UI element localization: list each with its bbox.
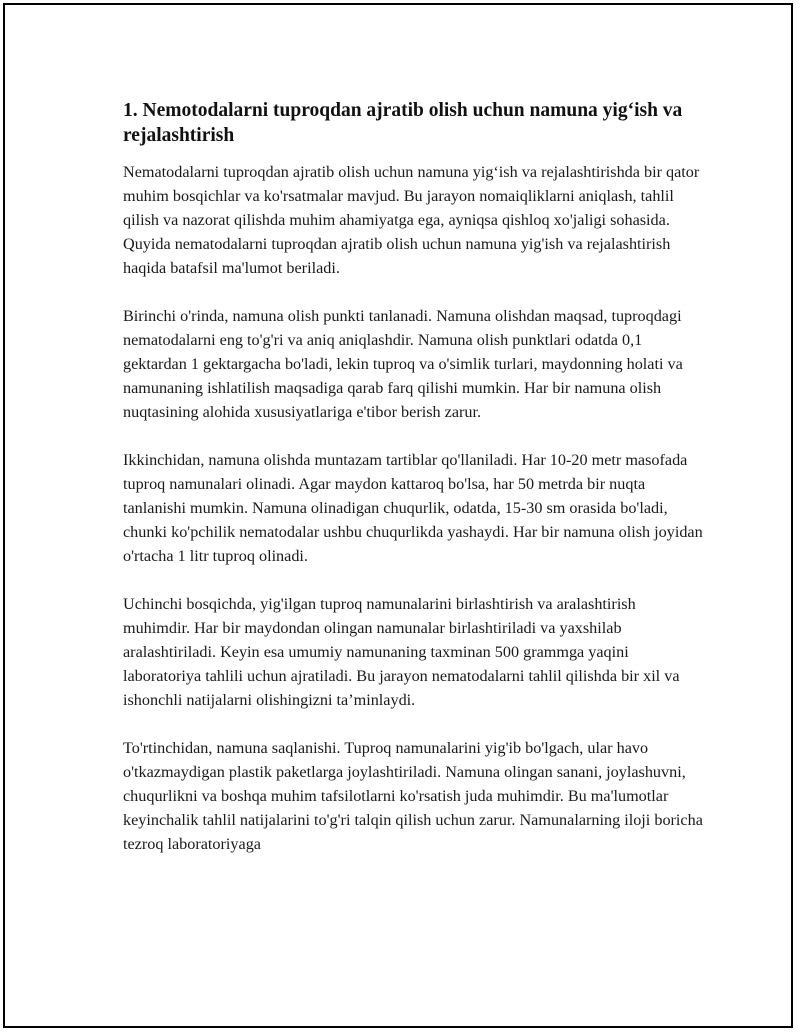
paragraph-4: Uchinchi bosqichda, yig'ilgan tuproq namunalarini birlashtirish va aralashtirish muhimdir. Har bir maydondan olingan namunalar birlashtiriladi va yaxshilab aralashtiriladi. Keyin esa umumiy namunaning taxminan 500 grammga yaqini laboratoriya tahlili uchun ajratiladi. Bu jarayon nematodalarni tahlil qilishda bir xil va ishonchli natijalarni olishingizni ta’minlaydi. bbox=[123, 595, 680, 709]
document-body bbox=[123, 98, 703, 880]
paragraph-1: Nematodalarni tuproqdan ajratib olish uchun namuna yig‘ish va rejalashtirishda bir qator muhim bosqichlar va ko'rsatmalar mavjud. Bu jarayon nomaiqliklarni aniqlash, tahlil qilish va nazorat qilishda muhim ahamiyatga ega, ayniqsa qishloq xo'jaligi sohasida. Quyida nematodalarni tuproqdan ajratib olish uchun namuna yig'ish va rejalashtirish haqida batafsil ma'lumot beriladi. bbox=[123, 163, 700, 277]
paragraph-3: Ikkinchidan, namuna olishda muntazam tartiblar qo'llaniladi. Har 10-20 metr masofada tuproq namunalari olinadi. Agar maydon kattaroq bo'lsa, har 50 metrda bir nuqta tanlanishi mumkin. Namuna olinadigan chuqurlik, odatda, 15-30 sm orasida bo'ladi, chunki ko'pchilik nematodalar ushbu chuqurlikda yashaydi. Har bir namuna olish joyidan o'rtacha 1 litr tuproq olinadi. bbox=[123, 451, 703, 565]
paragraph-2: Birinchi o'rinda, namuna olish punkti tanlanadi. Namuna olishdan maqsad, tuproqdagi nematodalarni eng to'g'ri va aniq aniqlashdir. Namuna olish punktlari odatda 0,1 gektardan 1 gektargacha bo'ladi, lekin tuproq va o'simlik turlari, maydonning holati va namunaning ishlatilish maqsadiga qarab farq qilishi mumkin. Har bir namuna olish nuqtasining alohida xususiyatlariga e'tibor berish zarur. bbox=[123, 307, 683, 421]
paragraph-5: To'rtinchidan, namuna saqlanishi. Tuproq namunalarini yig'ib bo'lgach, ular havo o'tkazmaydigan plastik paketlarga joylashtiriladi. Namuna olingan sanani, joylashuvni, chuqurlikni va boshqa muhim tafsilotlarni ko'rsatish juda muhimdir. Bu ma'lumotlar keyinchalik tahlil natijalarini to'g'ri talqin qilish uchun zarur. Namunalarning iloji boricha tezroq laboratoriyaga bbox=[123, 739, 703, 853]
section-heading: 1. Nemotodalarni tuproqdan ajratib olish uchun namuna yig‘ish va rejalashtirish bbox=[123, 100, 683, 146]
page-frame bbox=[3, 3, 793, 1028]
